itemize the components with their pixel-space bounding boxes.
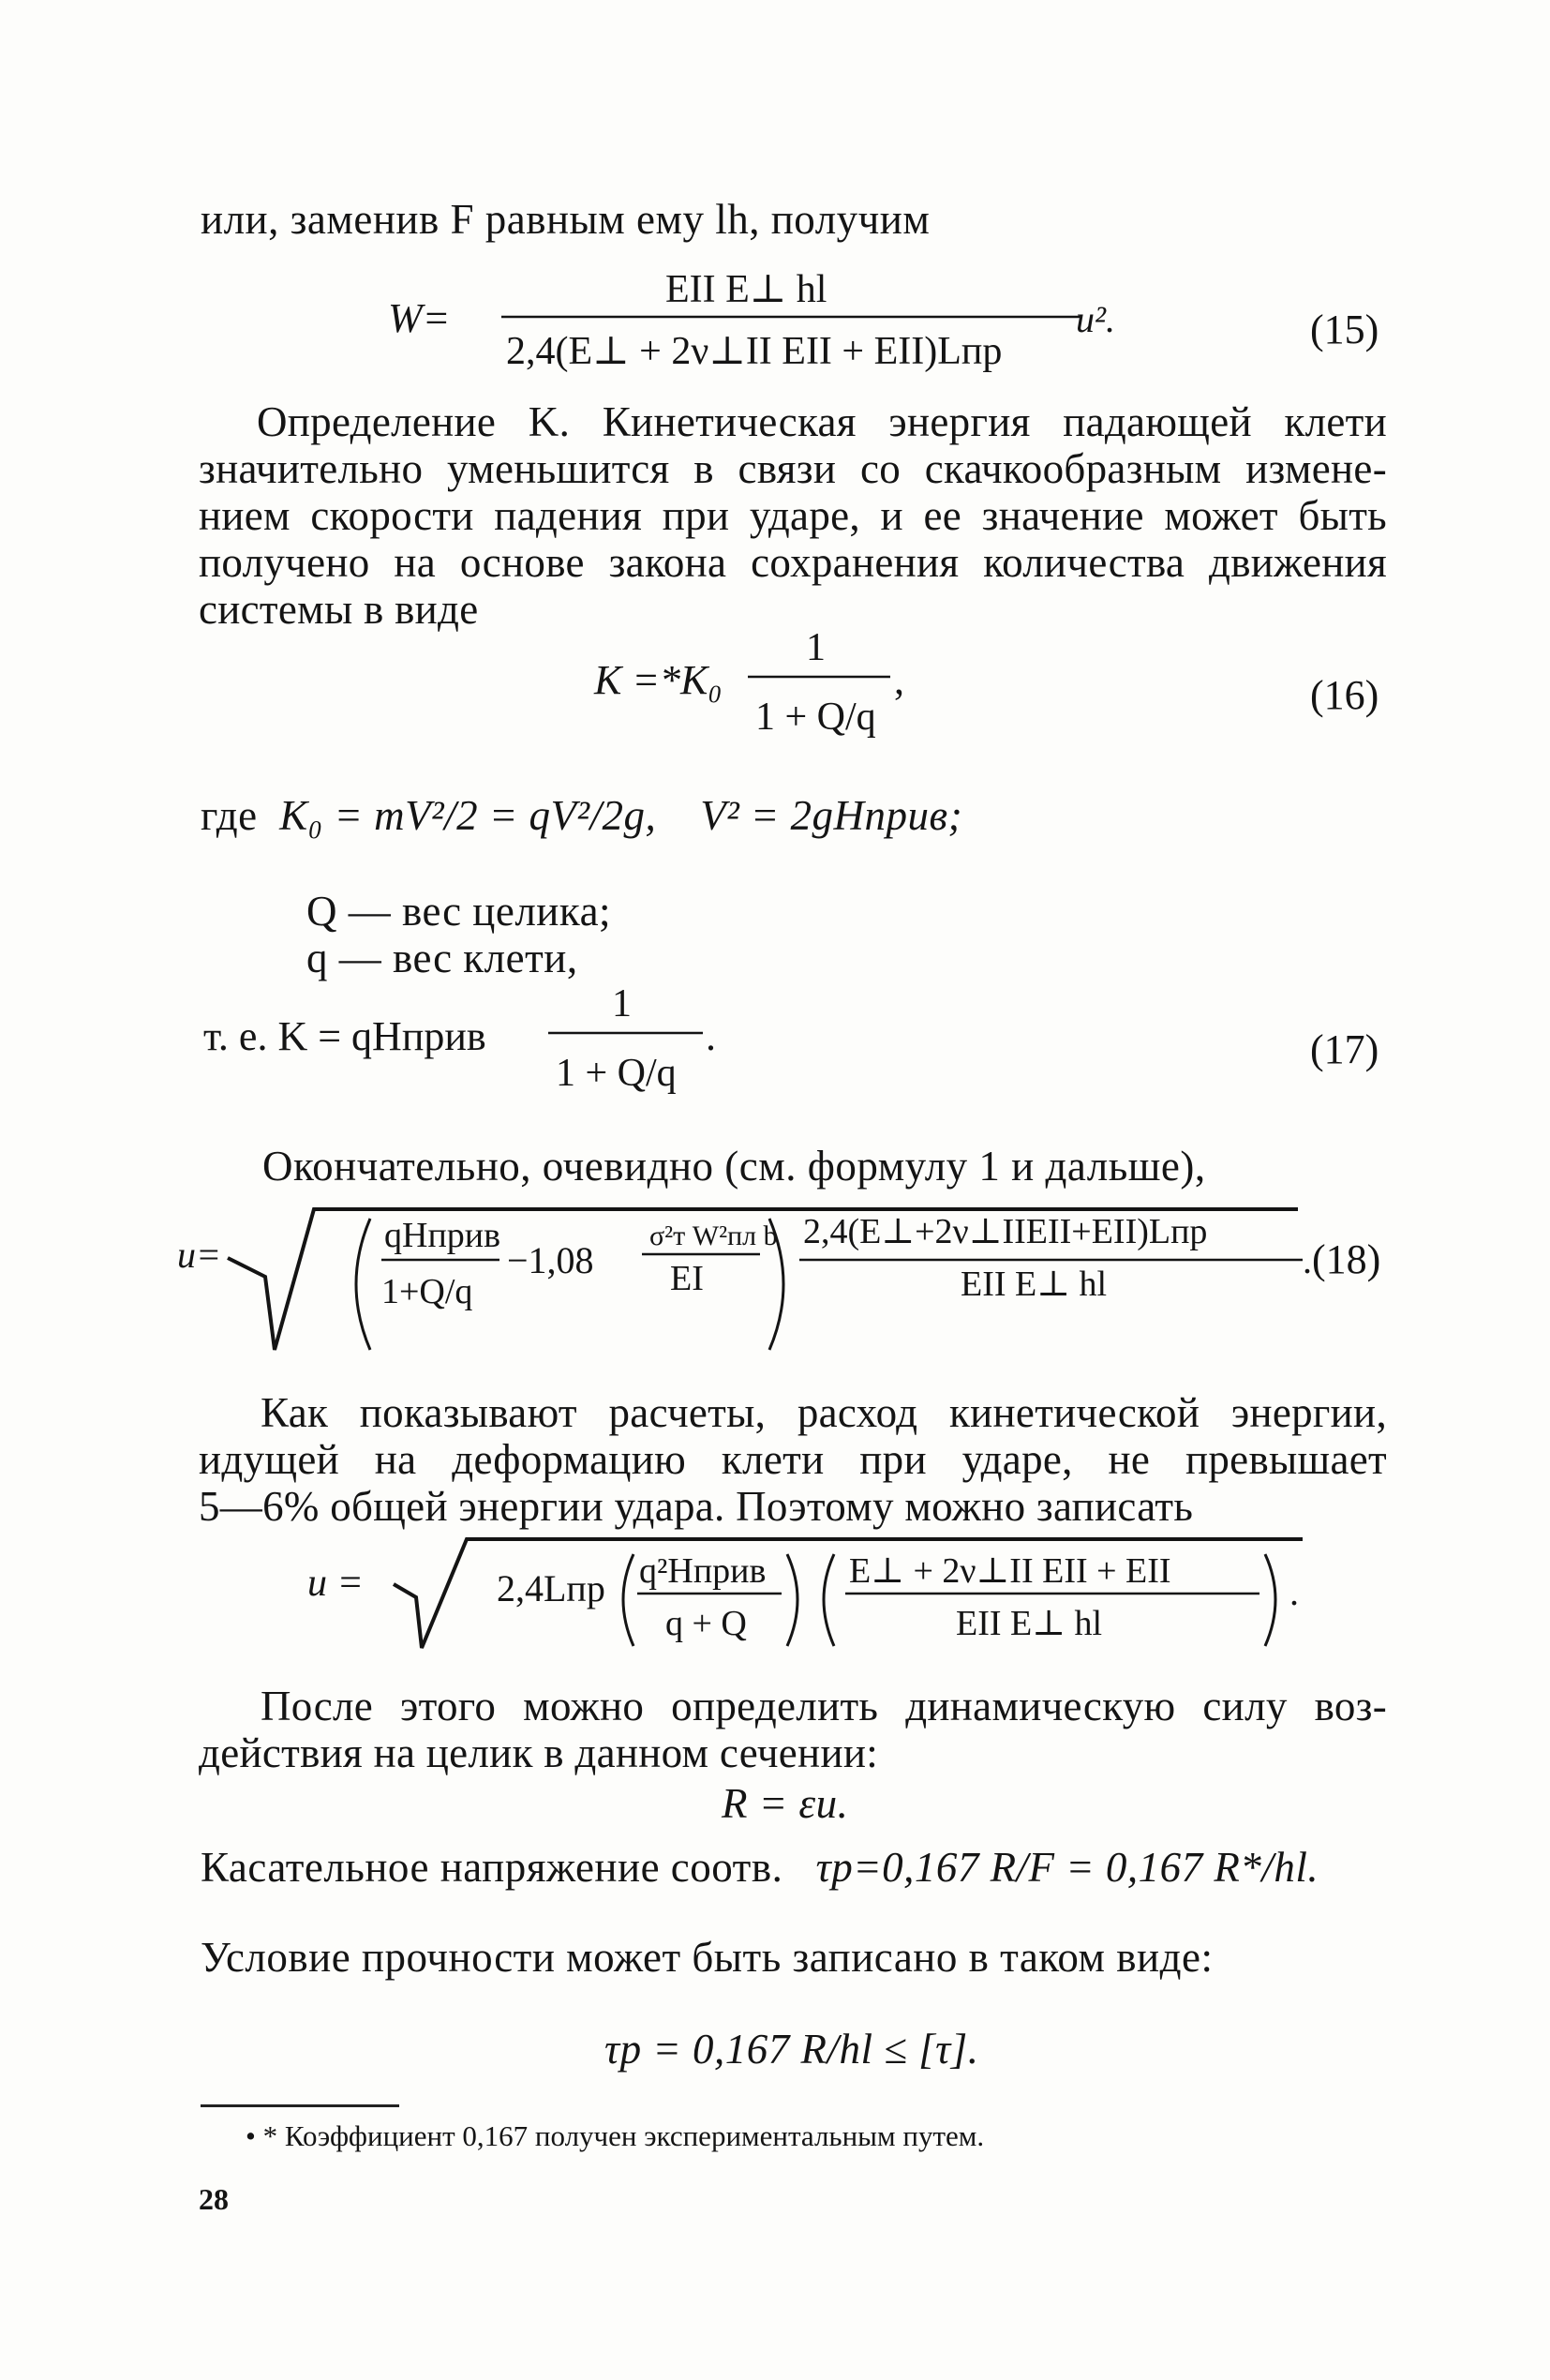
footnote-rule xyxy=(201,2104,399,2107)
equation-18 xyxy=(173,1190,1335,1378)
svg-text:2,4(E⊥+2ν⊥IIEII+EII)Lпр: 2,4(E⊥+2ν⊥IIEII+EII)Lпр xyxy=(803,1212,1208,1251)
svg-text:EII E⊥ hl: EII E⊥ hl xyxy=(961,1265,1108,1304)
intro-line: или, заменив F равным ему lh, получим xyxy=(201,196,931,243)
equation-17 xyxy=(192,975,773,1134)
svg-text:EII E⊥ hl: EII E⊥ hl xyxy=(956,1604,1103,1643)
svg-text:EI: EI xyxy=(670,1259,704,1298)
eq15-denominator: 2,4(E⊥ + 2ν⊥II EII + EII)Lпр xyxy=(506,330,1003,373)
para2-line: идущей на деформацию клети при ударе, не превышает xyxy=(199,1436,1387,1483)
footnote: • * Коэффициент 0,167 получен экспериментальным путем. xyxy=(246,2119,985,2152)
eq15-numerator: EII E⊥ hl xyxy=(665,268,827,311)
svg-text:−1,08: −1,08 xyxy=(507,1239,594,1281)
footnote-bullet-icon: • xyxy=(246,2119,256,2152)
definition-Q: Q — вес целика; xyxy=(306,888,612,935)
svg-text:qHприв: qHприв xyxy=(384,1216,501,1255)
svg-text:1 + Q/q: 1 + Q/q xyxy=(755,696,876,739)
equation-strength: τр = 0,167 R/hl ≤ [τ]. xyxy=(604,2026,979,2073)
paragraph-calculations xyxy=(199,1389,1387,1530)
shear-formula: τр=0,167 R/F = 0,167 R*/hl. xyxy=(815,1844,1319,1891)
svg-text:E⊥ + 2ν⊥II EII + EII: E⊥ + 2ν⊥II EII + EII xyxy=(849,1551,1171,1591)
finally-line: Окончательно, очевидно (см. формулу 1 и дальше), xyxy=(262,1143,1206,1190)
svg-text:1: 1 xyxy=(612,982,632,1025)
equation-15 xyxy=(375,253,1218,394)
eq17-number: (17) xyxy=(1310,1026,1379,1072)
svg-text:K =*K₀: K =*K₀ xyxy=(594,657,723,703)
para1-line: системы в виде xyxy=(199,586,479,633)
svg-text:.: . xyxy=(1303,1239,1312,1281)
svg-text:,: , xyxy=(894,657,904,703)
para3-line: После этого можно определить динамическую силу воз- xyxy=(261,1683,1387,1729)
para2-line: 5—6% общей энергии удара. Поэтому можно записать xyxy=(199,1483,1194,1530)
svg-text:1: 1 xyxy=(806,626,826,669)
svg-text:т. е. K = qHприв: т. е. K = qHприв xyxy=(203,1013,486,1059)
eq18-number: (18) xyxy=(1312,1236,1381,1282)
para1-line: получено на основе закона сохранения количества движения xyxy=(199,539,1387,586)
shear-stress-line: Касательное напряжение соотв. τр=0,167 R/F = 0,167 R*/hl. xyxy=(201,1844,1319,1891)
svg-text:.: . xyxy=(1289,1571,1299,1613)
paragraph-definition-k xyxy=(199,398,1387,633)
strength-condition-line: Условие прочности может быть записано в таком виде: xyxy=(201,1934,1214,1981)
k0-definition: K₀ = mV²/2 = qV²/2g, xyxy=(279,792,657,839)
eq15-number: (15) xyxy=(1310,307,1379,352)
eq16-number: (16) xyxy=(1310,672,1379,718)
svg-text:1 + Q/q: 1 + Q/q xyxy=(556,1052,677,1095)
svg-text:1+Q/q: 1+Q/q xyxy=(381,1272,473,1311)
equation-16 xyxy=(590,619,965,778)
definition-q: q — вес клети, xyxy=(306,935,578,981)
v2-definition: V² = 2gHприв; xyxy=(700,792,963,839)
equation-u xyxy=(300,1526,1340,1667)
svg-text:u=: u= xyxy=(177,1234,221,1276)
svg-text:σ²т W²пл b: σ²т W²пл b xyxy=(649,1220,778,1251)
para1-line: Определение K. Кинетическая энергия падающей клети xyxy=(257,398,1387,445)
para1-line: значительно уменьшится в связи со скачкообразным измене- xyxy=(199,445,1387,492)
page-number: 28 xyxy=(199,2182,229,2216)
svg-text:u².: u². xyxy=(1076,298,1115,340)
where-line: где K₀ = mV²/2 = qV²/2g, V² = 2gHприв; xyxy=(201,792,963,839)
equation-r: R = εu. xyxy=(722,1780,849,1827)
svg-text:q + Q: q + Q xyxy=(665,1604,747,1643)
svg-text:u =: u = xyxy=(307,1562,364,1605)
svg-text:q²Hприв: q²Hприв xyxy=(639,1551,767,1591)
para3-line: действия на целик в данном сечении: xyxy=(199,1729,879,1776)
paragraph-dynamic-force xyxy=(199,1683,1387,1776)
svg-text:.: . xyxy=(706,1013,716,1059)
svg-text:2,4Lпр: 2,4Lпр xyxy=(497,1567,605,1609)
para2-line: Как показывают расчеты, расход кинетической энергии, xyxy=(261,1389,1387,1436)
para1-line: нием скорости падения при ударе, и ее значение может быть xyxy=(199,492,1387,539)
svg-text:W=: W= xyxy=(388,295,451,341)
